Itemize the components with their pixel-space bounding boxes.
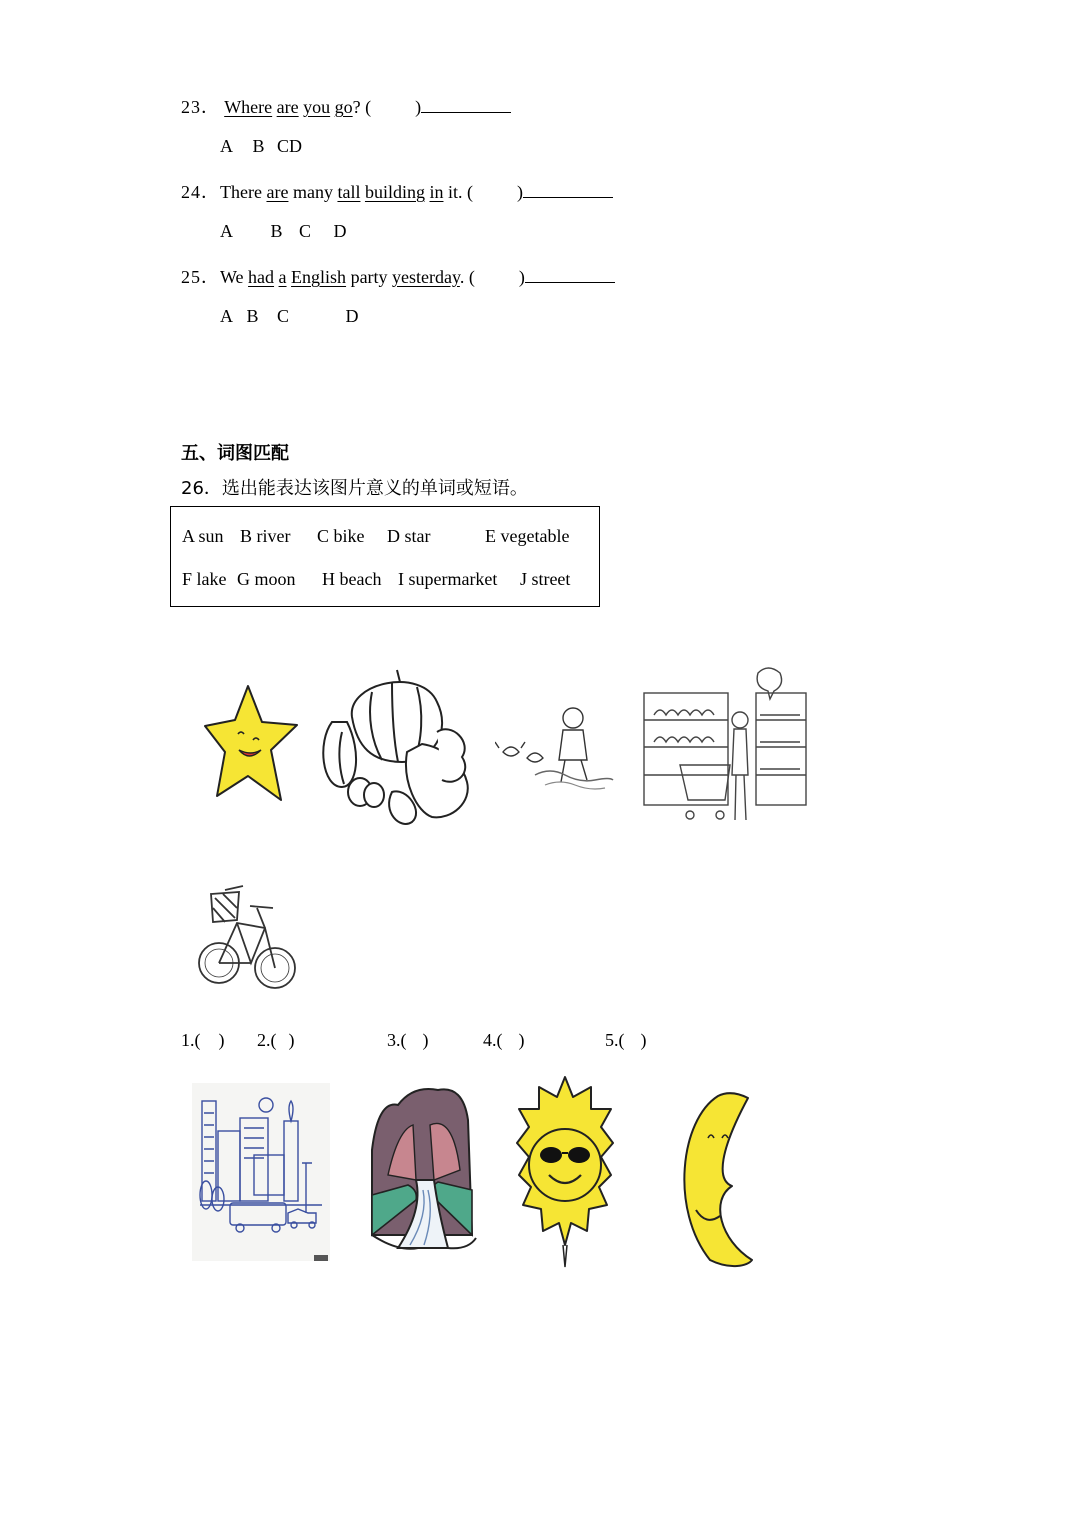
q25-answer-blank[interactable] <box>525 268 615 283</box>
word-vegetable: E vegetable <box>485 526 570 546</box>
word-lake: F lake <box>182 569 227 589</box>
answer-3-open: 3.( <box>387 1030 407 1050</box>
q24-number: 24． <box>181 182 220 202</box>
river-picture <box>368 1080 480 1255</box>
q24-opt-a: A <box>220 221 233 241</box>
q24-end: it. ( <box>443 182 473 202</box>
q24-close: ) <box>516 182 523 202</box>
vegetable-picture <box>312 662 482 832</box>
word-supermarket: I supermarket <box>397 569 498 589</box>
word-river: B river <box>240 526 291 546</box>
answer-5-close: ) <box>640 1030 647 1050</box>
q24-opt-c: C <box>299 221 312 241</box>
q25-close: ) <box>518 267 525 287</box>
q25-opt-b: B <box>246 306 259 326</box>
beach-picture <box>495 690 615 800</box>
q25-opt-c: C <box>277 306 290 326</box>
answer-5-open: 5.( <box>605 1030 625 1050</box>
answer-1-close: ) <box>218 1030 225 1050</box>
q23-end: ? ( <box>352 97 372 117</box>
q25-options <box>220 306 359 327</box>
q23-close: ) <box>415 97 422 117</box>
q23-opt-a: A <box>220 136 233 156</box>
q24-opt-d: D <box>333 221 347 241</box>
q23-word-a: Where <box>224 97 273 117</box>
q24-line <box>181 178 613 204</box>
q24-text-0: There <box>220 182 267 202</box>
q26-prompt: 26．选出能表达该图片意义的单词或短语。 <box>181 478 528 499</box>
q25-number: 25． <box>181 267 220 287</box>
q23-word-c: you <box>303 97 331 117</box>
q25-text-0: We <box>220 267 249 287</box>
word-street: J street <box>519 569 571 589</box>
q24-word-b: tall <box>337 182 361 202</box>
q25-text-1: party <box>346 267 393 287</box>
q23-line <box>181 93 511 119</box>
q23-opt-d: D <box>289 136 303 156</box>
street-picture <box>192 1083 332 1265</box>
q25-word-c: English <box>291 267 347 287</box>
answer-2-close: ) <box>288 1030 295 1050</box>
q25-end: . ( <box>459 267 475 287</box>
q24-word-d: in <box>429 182 444 202</box>
word-bike: C bike <box>317 526 365 546</box>
q23-number: 23． <box>181 97 220 117</box>
q25-word-d: yesterday <box>392 267 460 287</box>
answer-4-close: ) <box>518 1030 525 1050</box>
q23-opt-b: B <box>252 136 265 156</box>
answer-2-open: 2.( <box>257 1030 277 1050</box>
word-bank-row-1 <box>182 526 569 547</box>
star-picture <box>185 670 310 830</box>
moon-picture <box>670 1090 760 1270</box>
bike-picture <box>195 878 300 1003</box>
q25-opt-a: A <box>220 306 233 326</box>
q23-word-d: go <box>334 97 353 117</box>
word-star: D star <box>387 526 431 546</box>
sun-picture <box>515 1075 615 1270</box>
q24-answer-blank[interactable] <box>523 183 613 198</box>
q24-options <box>220 221 347 242</box>
q25-line <box>181 263 615 289</box>
q25-opt-d: D <box>345 306 359 326</box>
q23-word-b: are <box>276 97 299 117</box>
word-sun: A sun <box>182 526 224 546</box>
q24-word-a: are <box>266 182 289 202</box>
q24-opt-b: B <box>270 221 283 241</box>
word-beach: H beach <box>322 569 382 589</box>
q23-answer-blank[interactable] <box>421 98 511 113</box>
section-title: 五、词图匹配 <box>181 443 289 464</box>
answer-1-open: 1.( <box>181 1030 201 1050</box>
q24-word-c: building <box>364 182 425 202</box>
q23-opt-c: C <box>277 136 290 156</box>
word-bank-row-2 <box>182 569 570 590</box>
word-moon: G moon <box>237 569 296 589</box>
answer-3-close: ) <box>422 1030 429 1050</box>
q24-text-1: many <box>288 182 338 202</box>
q25-word-a: had <box>248 267 275 287</box>
supermarket-picture <box>640 665 810 827</box>
answer-row <box>181 1030 647 1051</box>
q25-word-b: a <box>278 267 287 287</box>
word-bank-box <box>170 506 600 607</box>
q23-options <box>220 136 302 157</box>
answer-4-open: 4.( <box>483 1030 503 1050</box>
